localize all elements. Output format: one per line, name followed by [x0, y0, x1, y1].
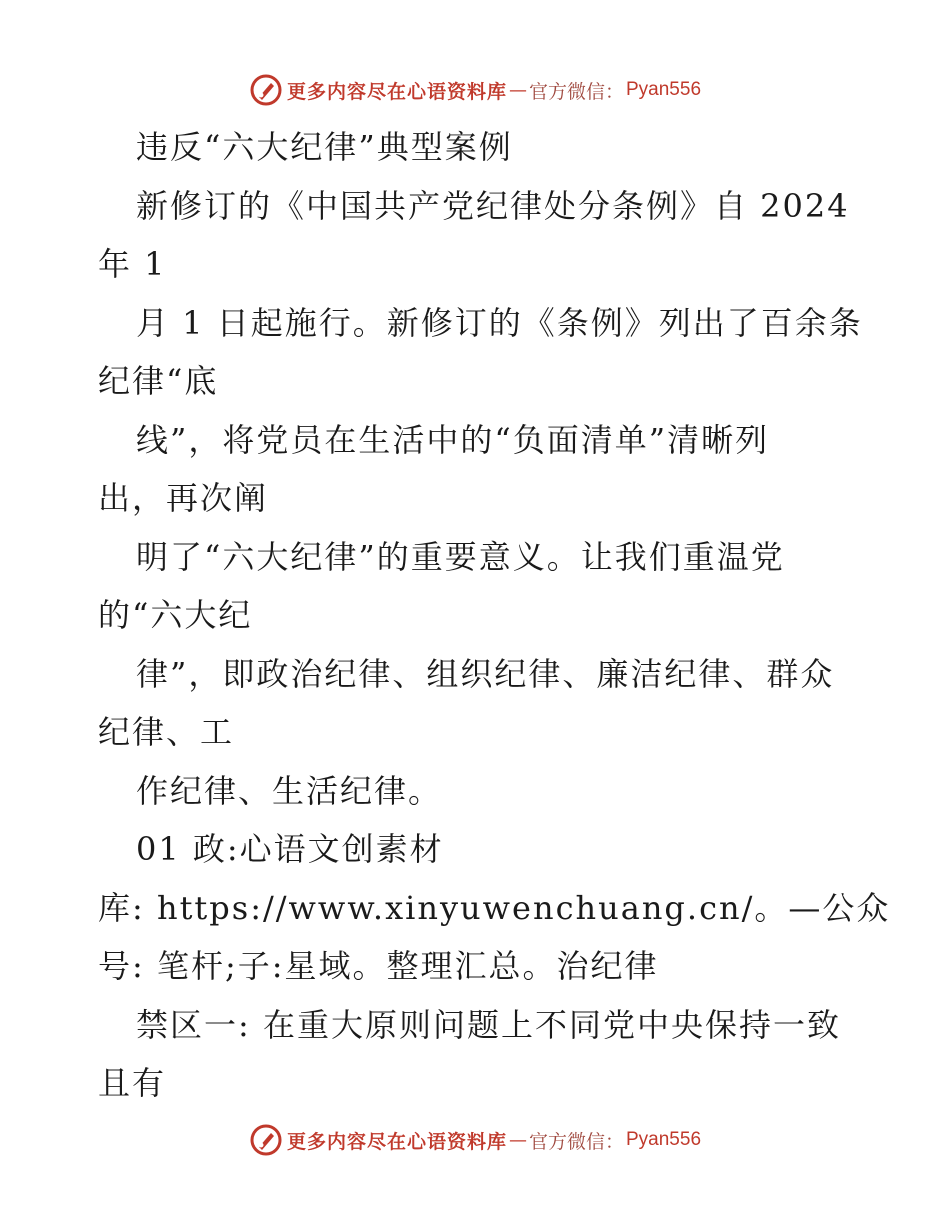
text-line: 线”，将党员在生活中的“负面清单”清晰列	[136, 420, 770, 459]
document-title: 违反“六大纪律”典型案例	[136, 128, 513, 166]
text-line: 新修订的《中国共产党纪律处分条例》自 2024	[136, 186, 850, 225]
text-line: 作纪律、生活纪律。	[136, 771, 443, 810]
watermark-wechat-id: Pyan556	[626, 79, 702, 100]
text-line: 月 1 日起施行。新修订的《条例》列出了百余条	[136, 303, 863, 342]
watermark-footer	[0, 1120, 950, 1160]
section-heading: 01 政:心语文创素材	[136, 830, 444, 868]
document-body	[98, 118, 898, 1113]
text-line: 纪律、工	[98, 713, 235, 751]
watermark-wechat-label: 官方微信：	[528, 80, 624, 103]
text-line: 禁区一: 在重大原则问题上不同党中央保持一致	[136, 1005, 841, 1044]
pen-logo-icon	[249, 73, 283, 107]
text-line: 年 1	[98, 245, 167, 283]
pen-logo-icon	[249, 1123, 283, 1157]
watermark-brand: 更多内容尽在心语资料库	[286, 1130, 507, 1153]
watermark-separator: —	[508, 79, 527, 101]
text-line: 纪律“底	[98, 362, 219, 400]
text-line: 且有	[98, 1064, 167, 1102]
text-line: 律”，即政治纪律、组织纪律、廉洁纪律、群众	[136, 654, 835, 693]
watermark-wechat-label: 官方微信：	[528, 1130, 624, 1153]
watermark-separator: —	[508, 1129, 527, 1151]
watermark-brand: 更多内容尽在心语资料库	[286, 80, 507, 103]
text-line: 出，再次阐	[98, 479, 269, 517]
text-line: 明了“六大纪律”的重要意义。让我们重温党	[136, 537, 785, 576]
watermark-header	[0, 70, 950, 110]
text-line: 库: https://www.xinyuwenchuang.cn/。—公众	[98, 888, 891, 927]
watermark-wechat-id: Pyan556	[626, 1129, 702, 1150]
text-line: 的“六大纪	[98, 596, 253, 634]
text-line: 号: 笔杆;子:星域。整理汇总。治纪律	[98, 947, 659, 985]
